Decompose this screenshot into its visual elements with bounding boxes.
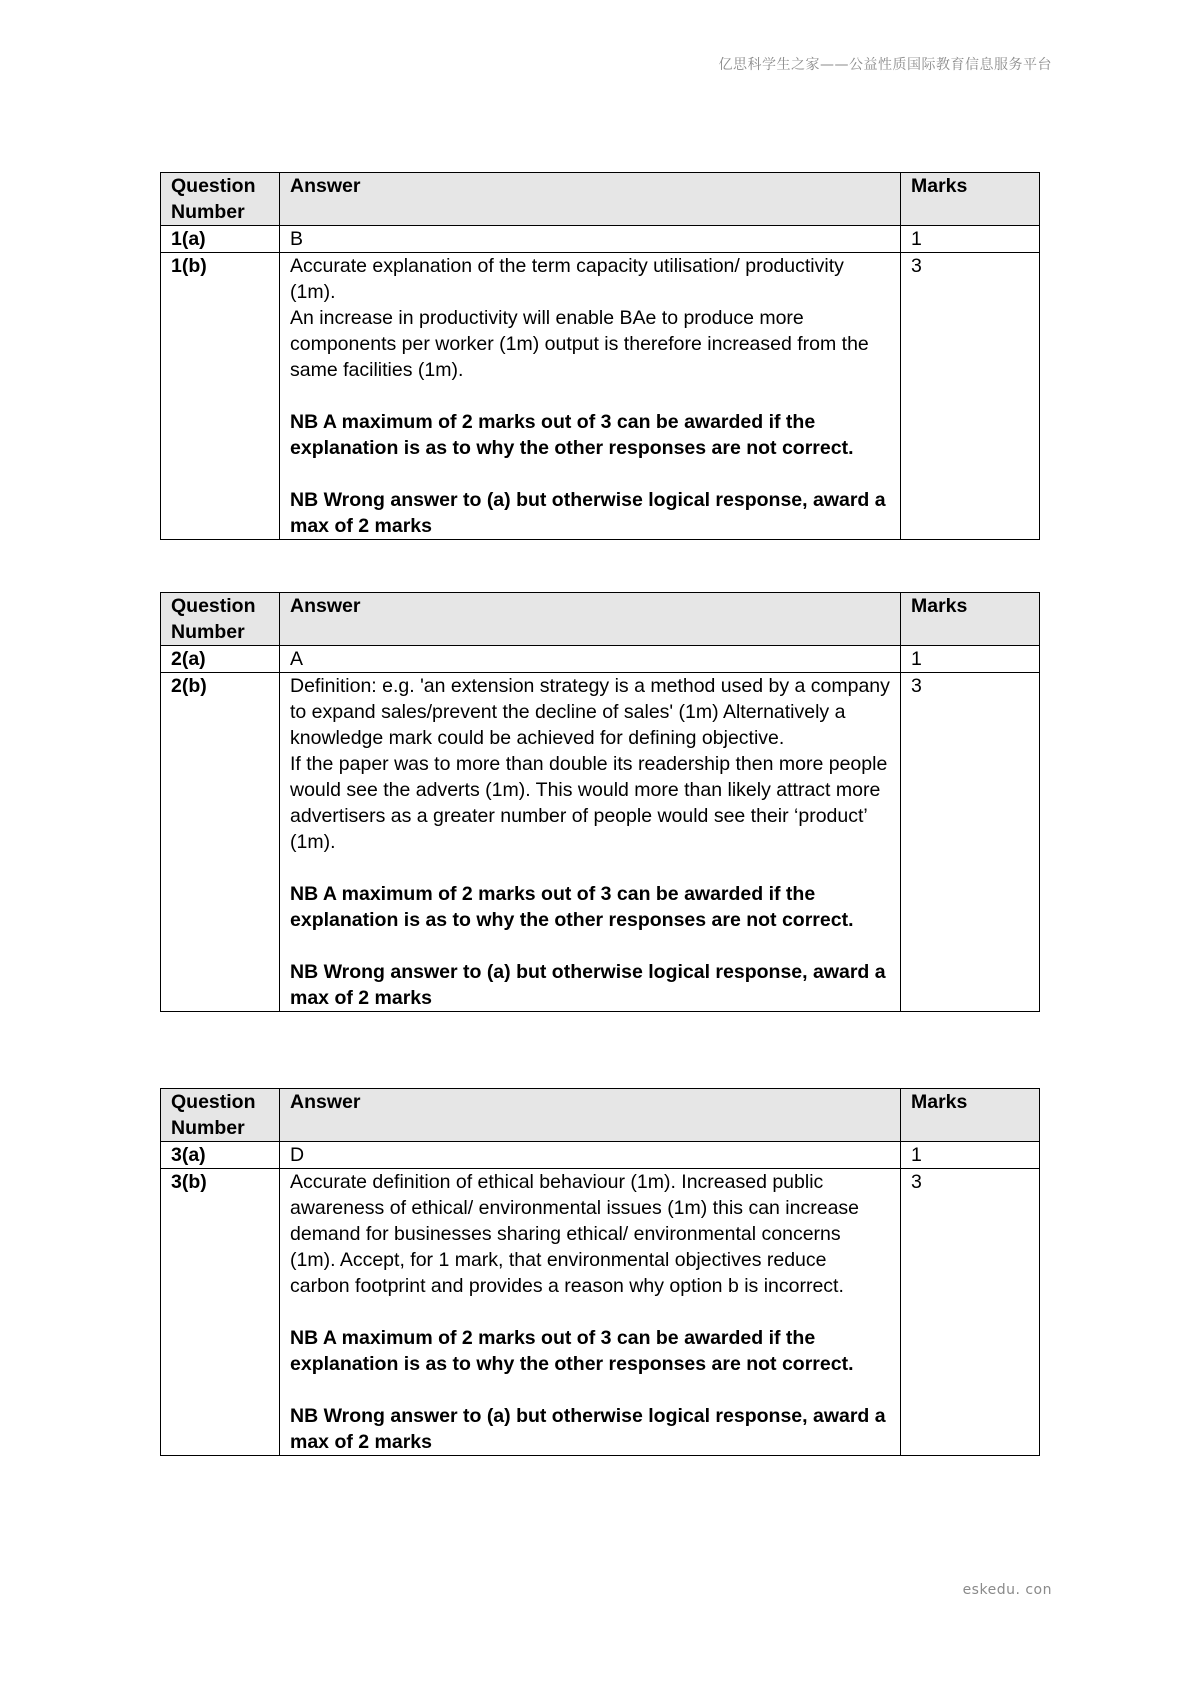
nb-note: NB A maximum of 2 marks out of 3 can be awarded if the explanation is as to why the other responses are not correct. bbox=[290, 411, 854, 459]
nb-note: NB A maximum of 2 marks out of 3 can be awarded if the explanation is as to why the other responses are not correct. bbox=[290, 883, 854, 931]
marks-cell: 3 bbox=[901, 673, 1040, 1012]
nb-note: NB Wrong answer to (a) but otherwise logical response, award a max of 2 marks bbox=[290, 1405, 886, 1453]
answer-cell bbox=[280, 673, 901, 1012]
answer-cell: B bbox=[280, 226, 901, 253]
answer-paragraph: Accurate definition of ethical behaviour (1m). Increased public awareness of ethical/ environmental issues (1m) this can increase demand for businesses sharing ethical/ environmental concerns (1m). Accept, for 1 mark, that environmental objectives reduce carbon footprint and provides a reason why option b is incorrect. bbox=[290, 1171, 860, 1297]
marks-header: Marks bbox=[901, 173, 1040, 226]
mark-scheme-table-2 bbox=[160, 592, 1040, 1012]
table-row bbox=[161, 1142, 1040, 1169]
question-number: 1(b) bbox=[161, 253, 280, 540]
nb-note: NB A maximum of 2 marks out of 3 can be awarded if the explanation is as to why the other responses are not correct. bbox=[290, 1327, 854, 1375]
answer-header: Answer bbox=[280, 593, 901, 646]
question-number: 2(b) bbox=[161, 673, 280, 1012]
mark-scheme-table-1 bbox=[160, 172, 1040, 540]
question-number-header: Question Number bbox=[161, 1089, 280, 1142]
marks-cell: 1 bbox=[901, 1142, 1040, 1169]
table-header-row bbox=[161, 173, 1040, 226]
marks-cell: 1 bbox=[901, 226, 1040, 253]
marks-header: Marks bbox=[901, 1089, 1040, 1142]
table-row bbox=[161, 673, 1040, 1012]
question-number: 3(a) bbox=[161, 1142, 280, 1169]
header-site-text: 亿思科学生之家——公益性质国际教育信息服务平台 bbox=[718, 57, 1052, 73]
answer-header: Answer bbox=[280, 1089, 901, 1142]
answer-cell bbox=[280, 253, 901, 540]
question-number-header: Question Number bbox=[161, 173, 280, 226]
answer-cell bbox=[280, 1169, 901, 1456]
marks-cell: 3 bbox=[901, 253, 1040, 540]
question-number: 2(a) bbox=[161, 646, 280, 673]
marks-cell: 1 bbox=[901, 646, 1040, 673]
answer-cell: D bbox=[280, 1142, 901, 1169]
table-row bbox=[161, 253, 1040, 540]
table-row bbox=[161, 1169, 1040, 1456]
marks-cell: 3 bbox=[901, 1169, 1040, 1456]
answer-paragraph: Definition: e.g. 'an extension strategy is a method used by a company to expand sales/prevent the decline of sales' (1m) Alternatively a knowledge mark could be achieved for defining objective. bbox=[290, 675, 890, 749]
answer-header: Answer bbox=[280, 173, 901, 226]
question-number: 3(b) bbox=[161, 1169, 280, 1456]
question-number: 1(a) bbox=[161, 226, 280, 253]
nb-note: NB Wrong answer to (a) but otherwise logical response, award a max of 2 marks bbox=[290, 489, 886, 537]
table-header-row bbox=[161, 1089, 1040, 1142]
table-header-row bbox=[161, 593, 1040, 646]
answer-cell: A bbox=[280, 646, 901, 673]
answer-paragraph: Accurate explanation of the term capacity utilisation/ productivity (1m). bbox=[290, 255, 844, 303]
answer-paragraph: If the paper was to more than double its readership then more people would see the adverts (1m). This would more than likely attract more advertisers as a greater number of people would see their ‘product’ (1m). bbox=[290, 753, 888, 853]
question-number-header: Question Number bbox=[161, 593, 280, 646]
nb-note: NB Wrong answer to (a) but otherwise logical response, award a max of 2 marks bbox=[290, 961, 886, 1009]
table-row bbox=[161, 226, 1040, 253]
mark-scheme-table-3 bbox=[160, 1088, 1040, 1456]
answer-paragraph: An increase in productivity will enable BAe to produce more components per worker (1m) output is therefore increased from the same facilities (1m). bbox=[290, 307, 869, 381]
footer-site-text: eskedu. con bbox=[962, 1582, 1052, 1598]
table-row bbox=[161, 646, 1040, 673]
marks-header: Marks bbox=[901, 593, 1040, 646]
